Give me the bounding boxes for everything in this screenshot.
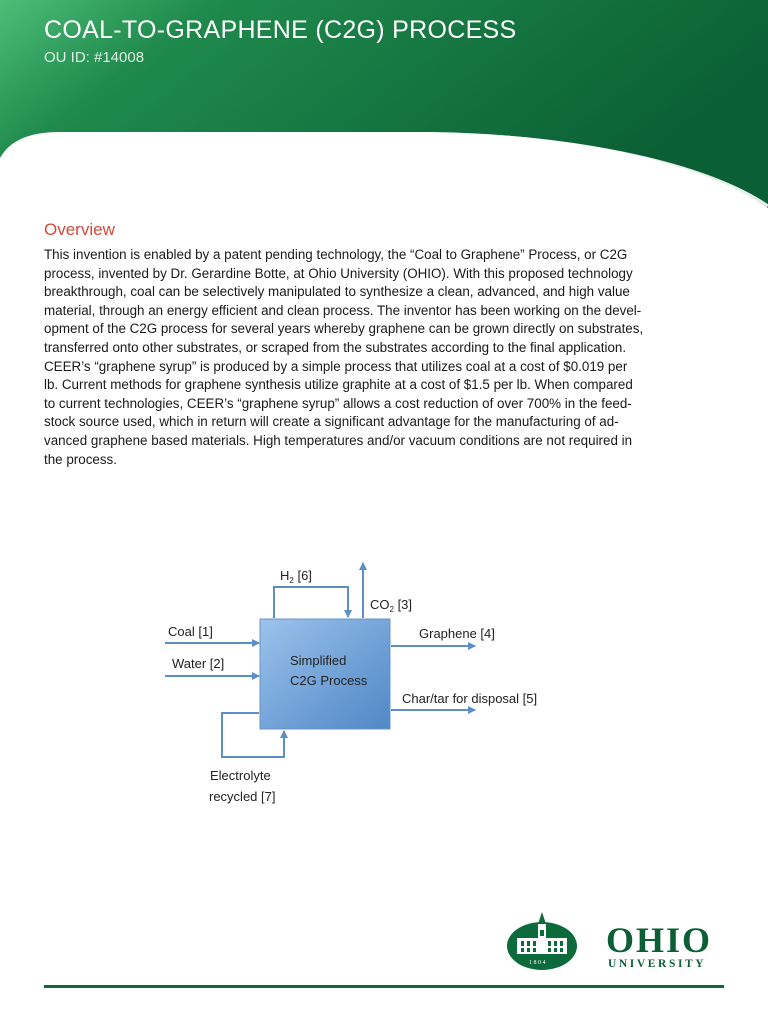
h2-loop-arrow <box>274 587 348 618</box>
overview-line: vanced graphene based materials. High temperatures and/or vacuum conditions are not required in <box>44 432 633 448</box>
process-label-line1: Simplified <box>290 653 347 668</box>
coal-label: Coal [1] <box>168 624 213 639</box>
co2-label: $CO_2$ [3] <box>370 597 413 614</box>
overview-line: stock source used, which in return will create a significant advantage for the manufacturing of ad- <box>44 414 619 430</box>
graphene-label: Graphene [4] <box>419 626 495 641</box>
document-id: OU ID: #14008 <box>44 49 145 66</box>
footer-divider <box>44 985 724 988</box>
overview-line: to current technologies, CEER’s “graphene syrup” allows a cost reduction of over 700% in the feed- <box>44 395 632 411</box>
char-label: Char/tar for disposal [5] <box>402 691 538 706</box>
process-label-line2: C2G Process <box>290 673 368 688</box>
overview-line: This invention is enabled by a patent pending technology, the “Coal to Graphene” Process, or C2G <box>44 247 628 262</box>
water-label: Water [2] <box>172 656 225 671</box>
overview-line: CEER’s “graphene syrup” is produced by a simple process that utilizes coal at a cost of $0.019 per <box>44 358 628 374</box>
document-title: COAL-TO-GRAPHENE (C2G) PROCESS <box>44 16 517 44</box>
overview-line: process, invented by Dr. Gerardine Botte, at Ohio University (OHIO). With this proposed technology <box>44 265 633 281</box>
overview-line: the process. <box>44 451 117 467</box>
logo-subtitle: UNIVERSITY <box>608 958 707 970</box>
logo-wordmark: OHIO <box>606 920 713 960</box>
overview-line: breakthrough, coal can be selectively manipulated to synthesize a clean, advanced, and high value <box>44 284 630 300</box>
process-flow-diagram <box>150 555 580 810</box>
overview-line: opment of the C2G process for several years whereby graphene can be grown directly on substrates, <box>44 321 644 337</box>
overview-line: material, through an energy efficient and clean process. The inventor has been working on the devel- <box>44 302 642 318</box>
overview-line: transferred onto other substrates, or scraped from the substrates according to the final application. <box>44 339 627 355</box>
overview-heading: Overview <box>44 220 115 239</box>
seal-year: 1 8 0 4 <box>529 960 546 966</box>
electrolyte-label-line2: recycled [7] <box>209 789 276 804</box>
h2-label: $H_2$ [6] <box>280 568 312 585</box>
overview-paragraph <box>44 246 686 469</box>
overview-line: lb. Current methods for graphene synthesis utilize graphite at a cost of $1.5 per lb. When compared <box>44 377 633 393</box>
electrolyte-label-line1: Electrolyte <box>210 768 271 783</box>
